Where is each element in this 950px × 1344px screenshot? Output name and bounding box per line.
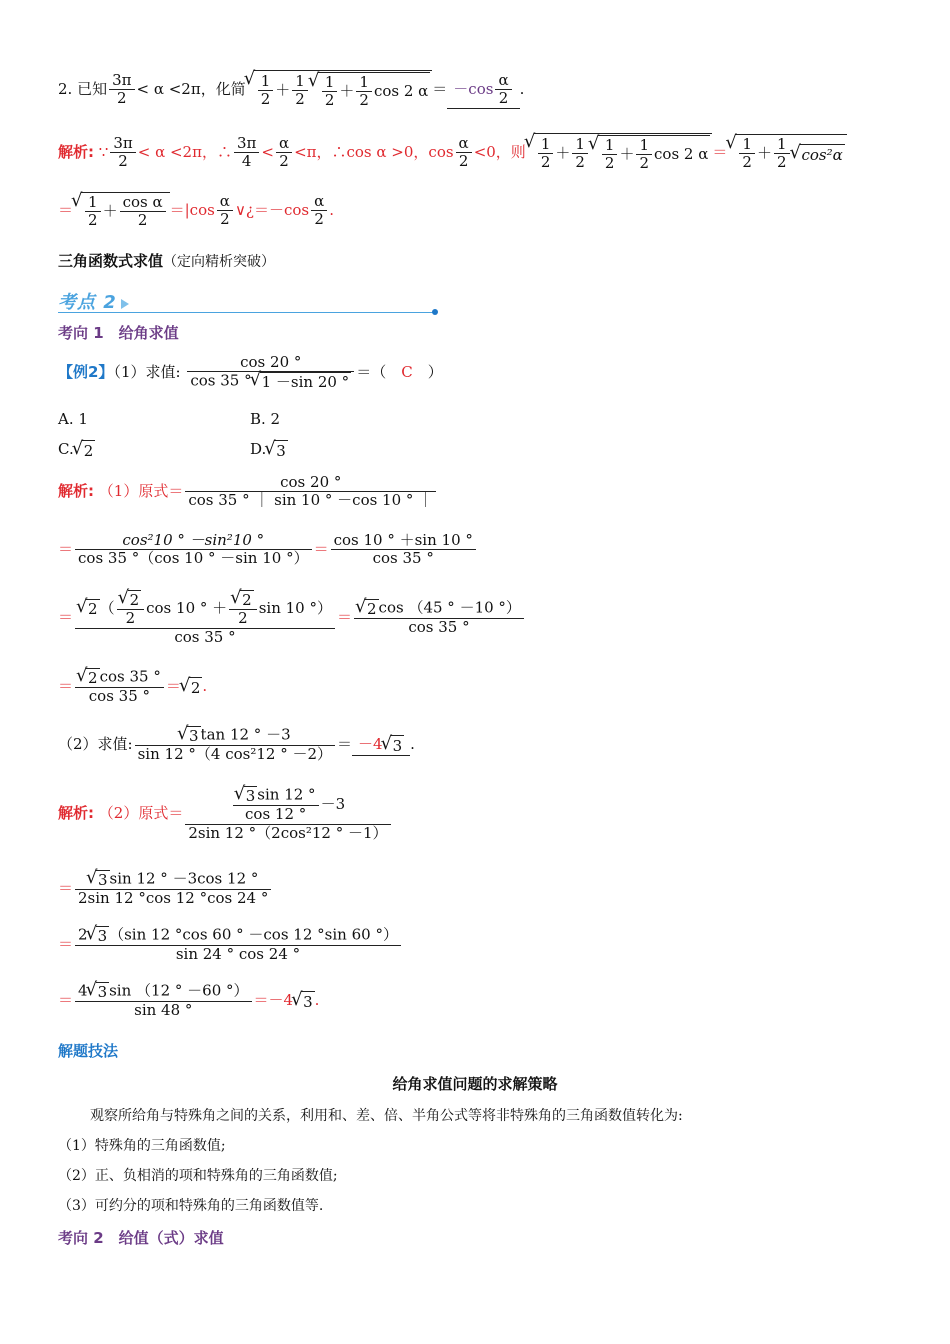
option-b: B. 2 xyxy=(250,410,281,428)
solution-2-step-4: ＝ √ $\frac{2 \cos 35 ^\circ}{\cos 35 ^\circ}$ ＝√ 2 . xyxy=(58,668,207,706)
strategy-item-1: （1）特殊角的三角函数值; xyxy=(58,1138,226,1154)
answer: C xyxy=(401,362,413,381)
section-title: 三角函数式求值（定向精析突破） xyxy=(58,252,276,270)
solution-2-step-3: ＝ √ 2 （ √ $\frac{2}{2}$ cos 10 ° ＋ √ $\frac{2}{2}$ sin 10 °） cos 35 ° ＝ √ $\frac{2 \cos (45 ^\circ -10 ^\circ)}{\cos 35 ^\circ}$ xyxy=(58,590,526,646)
kaodian-banner xyxy=(58,288,438,314)
solution-3-step-3: ＝ $\frac{2√ 3 (\sin 12 ^\circ\cos 60 ^\circ -\cos 12 ^\circ\sin 60 ^\circ)}{\sin 24 ^\circ \cos 24 ^\circ}$ xyxy=(58,926,403,964)
solution-3-step-2: ＝ √ $\frac{3 \sin 12 ^\circ -3\cos 12 ^\circ}{2\sin 12 ^\circ\cos 12 ^\circ\cos 24 ^\circ}$ xyxy=(58,870,273,908)
fraction: $\frac{\cos 20 ^\circ}{\cos 35 ^\circ√ 1 -\sin 20 ^\circ}$ xyxy=(187,354,354,392)
kaoxiang-2: 考向 2 给值（式）求值 xyxy=(58,1229,224,1247)
strategy-item-2: （2）正、负相消的项和特殊角的三角函数值; xyxy=(58,1168,338,1184)
option-c: C.√ 2 xyxy=(58,440,95,460)
solution-2-step-1: 解析: （1）原式＝ $\frac{\cos 20 ^\circ}{\cos 35 ^\circ | \sin 10 ^\circ -\cos 10 ^\circ |}$ xyxy=(58,474,438,510)
strategy-intro: 观察所给角与特殊角之间的关系，利用和、差、倍、半角公式等将非特殊角的三角函数值转化为: xyxy=(90,1108,683,1124)
option-a: A. 1 xyxy=(58,410,88,428)
method-title: 解题技法 xyxy=(58,1042,119,1060)
dot-icon xyxy=(432,309,438,315)
solution-3-step-4: ＝ $\frac{4√ 3 \sin (12 ^\circ -60 ^\circ)}{\sin 48 ^\circ}$ ＝－4√ 3 . xyxy=(58,982,319,1020)
example-tag: 【例2】 xyxy=(58,362,114,381)
solution-2-step-2: ＝ $\frac{\text{cos²10 ° －sin²10 °}}{\cos 35 ^\circ(\cos 10 ^\circ -\sin 10 ^\circ)}$ ＝ $\frac{\cos 10 ^\circ +\sin 10 ^\circ}{\cos 35 ^\circ}$ xyxy=(58,532,478,568)
kaodian-label: 考点 2 xyxy=(58,292,117,313)
answer-blank: －cos $\frac{\alpha}{2}$ xyxy=(447,72,519,109)
fraction: $\frac{3\pi}{2}$ xyxy=(109,72,134,108)
problem-number: 2. 已知 xyxy=(58,79,108,98)
solution-label: 解析: xyxy=(58,142,94,161)
strategy-title: 给角求值问题的求解策略 xyxy=(392,1075,558,1093)
triangle-icon xyxy=(121,299,129,309)
divider xyxy=(58,312,436,313)
strategy-item-3: （3）可约分的项和特殊角的三角函数值等. xyxy=(58,1198,324,1214)
solution-1: 解析: ∵ $\frac{3\pi}{2}$ < α <2π，∴ $\frac{3\pi}{4}$ < $\frac{\alpha}{2}$ <π，∴cos α >0，cos $\frac{\alpha}{2}$ <0，则 √ $\frac{1}{2}$ ＋ $\frac{1}{2}$ √ $\frac{1}{2}$ ＋ $\frac{1}{2}$ cos 2 α ＝ √ $\frac{1}{2}$ ＋ $\frac{1}{2}$ √ cos²α xyxy=(58,133,847,173)
example-2-part-2: （2）求值: √ $\frac{3 \tan 12 ^\circ -3}{\text{sin 12 °（4 cos²12 ° －2）}}$ ＝ －4√ 3 . xyxy=(58,726,415,764)
answer-blank: －4√ 3 xyxy=(352,733,410,756)
nested-radical: √ $\frac{1}{2}$ ＋ $\frac{1}{2}$ √ $\frac{1}{2}$ ＋ $\frac{1}{2}$ cos 2 α xyxy=(254,70,433,110)
problem-2: 2. 已知 $\frac{3\pi}{2}$ < α <2π，化简 √ $\frac{1}{2}$ ＋ $\frac{1}{2}$ √ $\frac{1}{2}$ ＋ $\frac{1}{2}$ cos 2 α ＝ －cos $\frac{\alpha}{2}$ . xyxy=(58,70,524,110)
kaoxiang-1: 考向 1 给角求值 xyxy=(58,324,179,342)
option-d: D.√ 3 xyxy=(250,440,288,460)
example-2-part-1: 【例2】（1）求值: $\frac{\cos 20 ^\circ}{\cos 35 ^\circ√ 1 -\sin 20 ^\circ}$ ＝（ C ） xyxy=(58,354,443,392)
solution-1-line-2: ＝ √ $\frac{1}{2}$ ＋ $\frac{\text{cos α}}{2}$ ＝|cos $\frac{\alpha}{2}$ ∨¿＝－cos $\frac{\alpha}{2}$ . xyxy=(58,192,334,230)
solution-3-step-1: 解析: （2）原式＝ √ $\frac{3 \sin 12 ^\circ}{\cos 12 ^\circ}$ －3 2sin 12 °（2cos²12 ° －1） xyxy=(58,786,393,842)
